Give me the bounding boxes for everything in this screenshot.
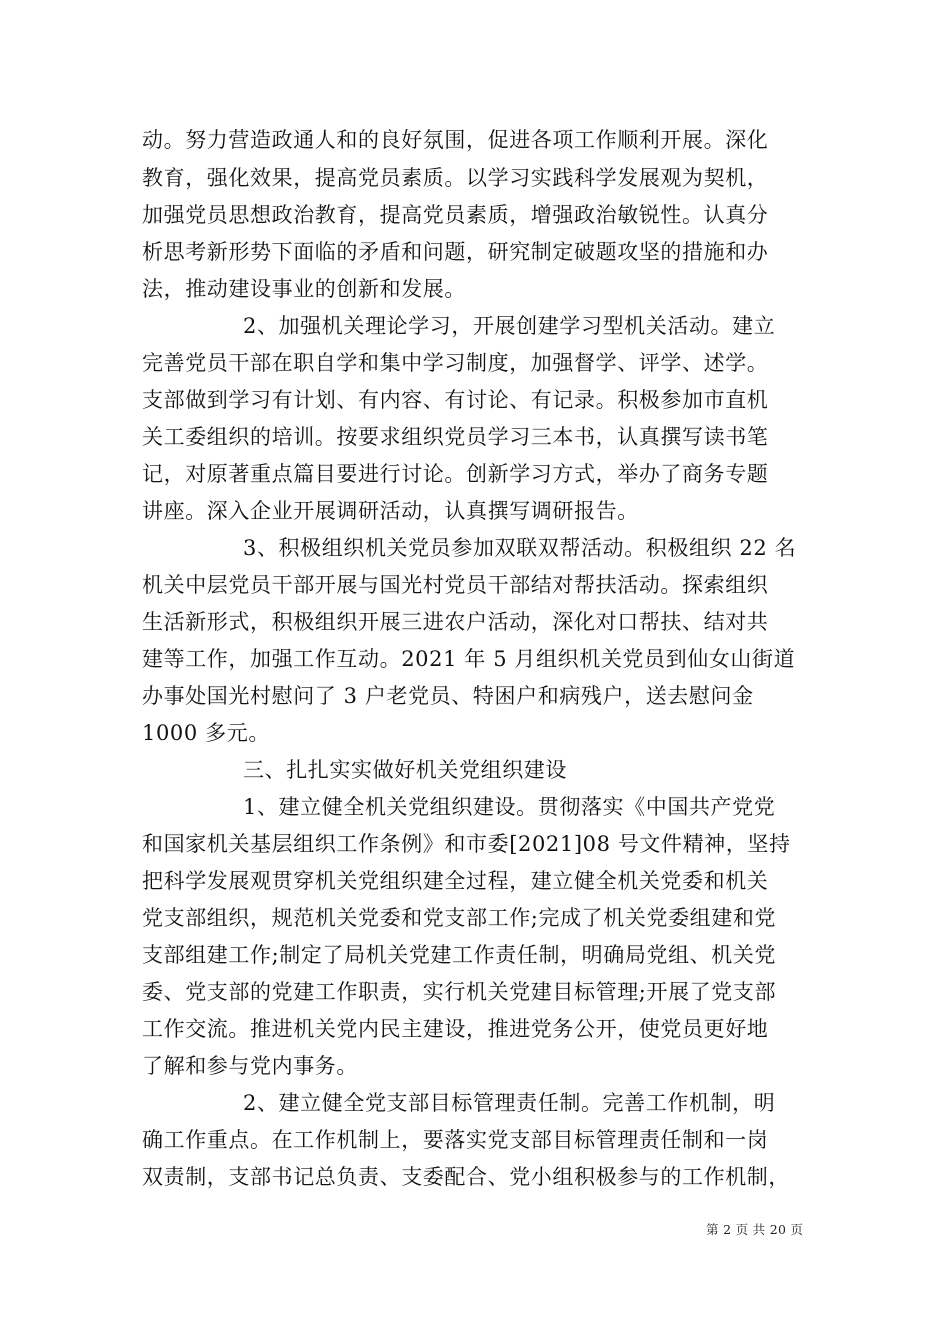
text-line: 动。努力营造政通人和的良好氛围，促进各项工作顺利开展。深化 <box>142 128 769 152</box>
paragraph-start: 1、建立健全机关党组织建设。贯彻落实《中国共产党党 <box>243 795 776 819</box>
text-line: 双责制，支部书记总负责、支委配合、党小组积极参与的工作机制， <box>142 1165 790 1189</box>
text-line: 生活新形式，积极组织开展三进农户活动，深化对口帮扶、结对共 <box>142 610 769 634</box>
text-line: 法，推动建设事业的创新和发展。 <box>142 277 466 301</box>
text-line: 教育，强化效果，提高党员素质。以学习实践科学发展观为契机， <box>142 166 769 190</box>
text-line: 委、党支部的党建工作职责，实行机关党建目标管理;开展了党支部 <box>142 980 777 1004</box>
paragraph-start: 2、加强机关理论学习，开展创建学习型机关活动。建立 <box>243 314 776 338</box>
paragraph-start: 3、积极组织机关党员参加双联双帮活动。积极组织 22 名 <box>243 536 797 560</box>
text-line: 确工作重点。在工作机制上，要落实党支部目标管理责任制和一岗 <box>142 1128 769 1152</box>
text-line: 关工委组织的培训。按要求组织党员学习三本书，认真撰写读书笔 <box>142 425 769 449</box>
text-line: 加强党员思想政治教育，提高党员素质，增强政治敏锐性。认真分 <box>142 203 769 227</box>
paragraph-start: 2、建立健全党支部目标管理责任制。完善工作机制，明 <box>243 1091 776 1115</box>
text-line: 支部做到学习有计划、有内容、有讨论、有记录。积极参加市直机 <box>142 388 769 412</box>
text-line: 支部组建工作;制定了局机关党建工作责任制，明确局党组、机关党 <box>142 943 777 967</box>
section-heading: 三、扎扎实实做好机关党组织建设 <box>243 758 567 782</box>
text-line: 析思考新形势下面临的矛盾和问题，研究制定破题攻坚的措施和办 <box>142 240 769 264</box>
text-line: 完善党员干部在职自学和集中学习制度，加强督学、评学、述学。 <box>142 351 769 375</box>
text-line: 了解和参与党内事务。 <box>142 1054 358 1078</box>
text-line: 建等工作，加强工作互动。2021 年 5 月组织机关党员到仙女山街道 <box>142 647 796 671</box>
text-line: 办事处国光村慰问了 3 户老党员、特困户和病残户，送去慰问金 <box>142 684 754 708</box>
text-line: 和国家机关基层组织工作条例》和市委[2021]08 号文件精神，坚持 <box>142 832 791 856</box>
text-line: 讲座。深入企业开展调研活动，认真撰写调研报告。 <box>142 499 639 523</box>
text-line: 机关中层党员干部开展与国光村党员干部结对帮扶活动。探索组织 <box>142 573 769 597</box>
text-line: 把科学发展观贯穿机关党组织建全过程，建立健全机关党委和机关 <box>142 869 769 893</box>
page-number-footer: 第 2 页 共 20 页 <box>706 1222 804 1237</box>
text-line: 党支部组织，规范机关党委和党支部工作;完成了机关党委组建和党 <box>142 906 777 930</box>
text-line: 工作交流。推进机关党内民主建设，推进党务公开，使党员更好地 <box>142 1017 769 1041</box>
text-line: 1000 多元。 <box>142 721 270 745</box>
text-line: 记，对原著重点篇目要进行讨论。创新学习方式，举办了商务专题 <box>142 462 769 486</box>
